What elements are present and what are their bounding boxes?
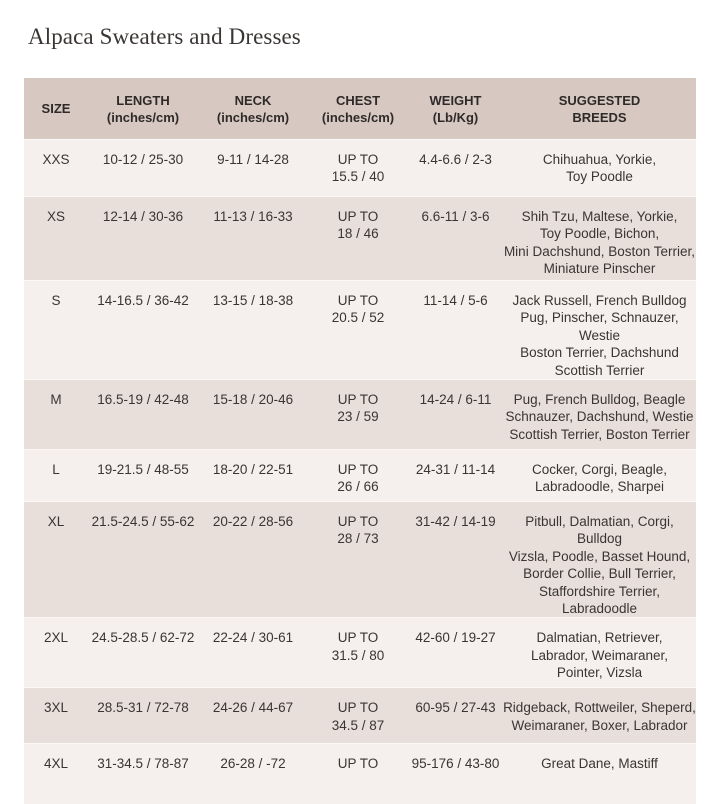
cell-chest-line: UP TO [337,392,379,408]
cell-size-value: S [51,293,61,308]
cell-neck [198,618,308,688]
table-row [24,688,696,744]
table-row [24,744,696,804]
cell-weight-value: 11-14 / 5-6 [423,293,488,308]
cell-breeds [503,450,696,502]
cell-breeds [503,688,696,744]
cell-breeds [503,502,696,618]
cell-breeds-line: Pointer, Vizsla [556,665,643,681]
cell-chest [308,450,408,502]
cell-neck [198,502,308,618]
cell-breeds-line: Toy Poodle, Bichon, [539,226,660,242]
cell-neck-value: 22-24 / 30-61 [212,630,294,646]
table-header-row [24,78,696,140]
cell-chest-line: 28 / 73 [337,531,379,547]
cell-chest-line: UP TO [337,209,379,224]
column-header-size [24,78,88,140]
cell-weight-value: 4.4-6.6 / 2-3 [419,152,492,167]
cell-size-value: XL [47,514,65,530]
cell-chest [308,688,408,744]
cell-chest-line: UP TO [337,700,379,716]
cell-breeds-line: Mini Dachshund, Boston Terrier, [503,243,696,259]
cell-size [24,688,88,744]
cell-breeds-line: Great Dane, Mastiff [541,756,658,772]
cell-size [24,450,88,502]
cell-size-value: L [52,462,60,478]
cell-chest-line: 18 / 46 [337,226,379,242]
cell-chest-line: UP TO [337,152,379,167]
cell-length [88,140,198,197]
cell-breeds-line: Labrador, Weimaraner, [530,647,669,663]
cell-breeds-line: Pug, French Bulldog, Beagle [513,392,686,408]
cell-length-value: 10-12 / 25-30 [102,152,184,167]
cell-chest-line: 15.5 / 40 [331,169,385,185]
cell-breeds-line: Jack Russell, French Bulldog [512,293,687,308]
cell-neck-value: 11-13 / 16-33 [213,209,293,224]
size-chart-table [24,78,696,804]
cell-breeds-line: Ridgeback, Rottweiler, Sheperd, [503,700,696,716]
cell-neck-value: 9-11 / 14-28 [217,152,289,167]
column-header-chest [308,78,408,140]
cell-size [24,502,88,618]
cell-neck [198,744,308,804]
cell-size [24,744,88,804]
cell-length [88,197,198,281]
cell-neck [198,197,308,281]
cell-weight [408,281,503,380]
cell-breeds-line: Scottish Terrier [554,362,645,378]
page-title: Alpaca Sweaters and Dresses [28,24,301,49]
cell-weight-value: 6.6-11 / 3-6 [421,209,490,224]
table-row [24,281,696,380]
column-header-breeds-line1: SUGGESTED [558,92,641,108]
cell-breeds-line: Pug, Pinscher, Schnauzer, Westie [520,310,679,343]
cell-weight-value: 31-42 / 14-19 [415,514,496,530]
cell-length [88,450,198,502]
cell-neck [198,281,308,380]
cell-chest [308,380,408,450]
table-row [24,140,696,197]
cell-length [88,744,198,804]
cell-chest-line: UP TO [337,462,379,478]
cell-length [88,380,198,450]
cell-chest [308,281,408,380]
cell-weight-value: 24-31 / 11-14 [415,462,496,478]
cell-chest-line: 20.5 / 52 [331,310,385,326]
table-row [24,197,696,281]
cell-neck [198,450,308,502]
cell-breeds [503,140,696,197]
cell-length-value: 28.5-31 / 72-78 [97,700,189,716]
cell-neck [198,688,308,744]
cell-breeds-line: Shih Tzu, Maltese, Yorkie, [521,209,678,224]
cell-chest [308,140,408,197]
cell-size-value: 3XL [43,700,69,716]
cell-weight [408,744,503,804]
cell-size [24,140,88,197]
cell-chest-line: UP TO [337,514,379,530]
cell-chest [308,618,408,688]
column-header-length [88,78,198,140]
cell-length [88,502,198,618]
cell-chest [308,197,408,281]
cell-chest-line: 31.5 / 80 [331,647,385,663]
cell-chest-line: UP TO [337,293,379,308]
cell-breeds-line: Pitbull, Dalmatian, Corgi, Bulldog [525,514,674,547]
cell-breeds [503,197,696,281]
cell-neck [198,380,308,450]
cell-size-value: M [50,392,62,408]
cell-chest-line: UP TO [337,756,379,772]
column-header-length-line1: LENGTH [116,92,170,108]
cell-breeds-line: Dalmatian, Retriever, [536,630,663,646]
cell-weight-value: 60-95 / 27-43 [415,700,496,716]
table-body [24,140,696,804]
cell-size [24,380,88,450]
cell-breeds-line: Border Collie, Bull Terrier, [523,566,676,582]
cell-chest-line: 26 / 66 [337,479,379,495]
column-header-size-line1: SIZE [41,101,71,116]
cell-chest-line: 34.5 / 87 [331,717,385,733]
cell-chest-line: 23 / 59 [337,409,379,425]
cell-chest [308,744,408,804]
cell-breeds-line: Weimaraner, Boxer, Labrador [511,717,688,733]
cell-breeds-line: Chihuahua, Yorkie, [542,152,657,167]
cell-breeds-line: Cocker, Corgi, Beagle, [531,462,668,478]
cell-length [88,618,198,688]
cell-breeds-line: Miniature Pinscher [543,261,656,277]
column-header-breeds [503,78,696,140]
cell-weight-value: 14-24 / 6-11 [419,392,492,408]
table-row [24,618,696,688]
cell-neck [198,140,308,197]
cell-length-value: 31-34.5 / 78-87 [97,756,189,772]
cell-breeds [503,281,696,380]
column-header-chest-line1: CHEST [335,92,381,108]
cell-breeds-line: Toy Poodle [566,169,633,185]
cell-length-value: 14-16.5 / 36-42 [97,293,189,308]
cell-size [24,197,88,281]
cell-breeds [503,618,696,688]
cell-weight [408,502,503,618]
cell-weight-value: 95-176 / 43-80 [411,756,500,772]
column-header-breeds-line2: BREEDS [572,109,627,125]
cell-weight-value: 42-60 / 19-27 [415,630,496,646]
column-header-neck-line2: (inches/cm) [216,109,290,125]
cell-breeds-line: Staffordshire Terrier, Labradoodle [538,583,661,617]
column-header-neck-line1: NECK [234,92,272,108]
column-header-weight [408,78,503,140]
column-header-weight-line1: WEIGHT [429,92,482,108]
cell-chest [308,502,408,618]
cell-weight [408,197,503,281]
cell-length [88,281,198,380]
cell-neck-value: 20-22 / 28-56 [212,514,294,530]
column-header-length-line2: (inches/cm) [106,109,180,125]
cell-neck-value: 15-18 / 20-46 [212,392,294,408]
table-row [24,380,696,450]
cell-size-value: 2XL [43,630,69,646]
cell-length-value: 21.5-24.5 / 55-62 [91,514,195,530]
cell-breeds-line: Boston Terrier, Dachshund [520,345,679,361]
cell-length-value: 19-21.5 / 48-55 [97,462,189,478]
cell-breeds-line: Labradoodle, Sharpei [534,479,665,495]
cell-size [24,618,88,688]
cell-breeds-line: Scottish Terrier, Boston Terrier [509,426,690,442]
cell-length-value: 24.5-28.5 / 62-72 [91,630,195,646]
table-row [24,502,696,618]
cell-neck-value: 26-28 / -72 [220,756,286,772]
cell-weight [408,618,503,688]
cell-size-value: XXS [42,152,70,167]
cell-neck-value: 13-15 / 18-38 [212,293,294,308]
size-chart-table-container [24,78,696,804]
column-header-weight-line2: (Lb/Kg) [432,109,479,125]
cell-length-value: 12-14 / 30-36 [102,209,184,224]
cell-weight [408,688,503,744]
cell-weight [408,140,503,197]
cell-length-value: 16.5-19 / 42-48 [97,392,189,408]
cell-length [88,688,198,744]
cell-breeds [503,380,696,450]
cell-chest-line: UP TO [337,630,379,646]
cell-breeds-line: Schnauzer, Dachshund, Westie [505,409,694,425]
cell-weight [408,380,503,450]
table-row [24,450,696,502]
column-header-neck [198,78,308,140]
cell-size [24,281,88,380]
column-header-chest-line2: (inches/cm) [321,109,395,125]
cell-weight [408,450,503,502]
cell-breeds-line: Vizsla, Poodle, Basset Hound, [508,548,691,564]
cell-breeds [503,744,696,804]
cell-size-value: XS [46,209,65,224]
cell-size-value: 4XL [43,756,69,772]
cell-neck-value: 24-26 / 44-67 [212,700,294,716]
cell-neck-value: 18-20 / 22-51 [212,462,294,478]
